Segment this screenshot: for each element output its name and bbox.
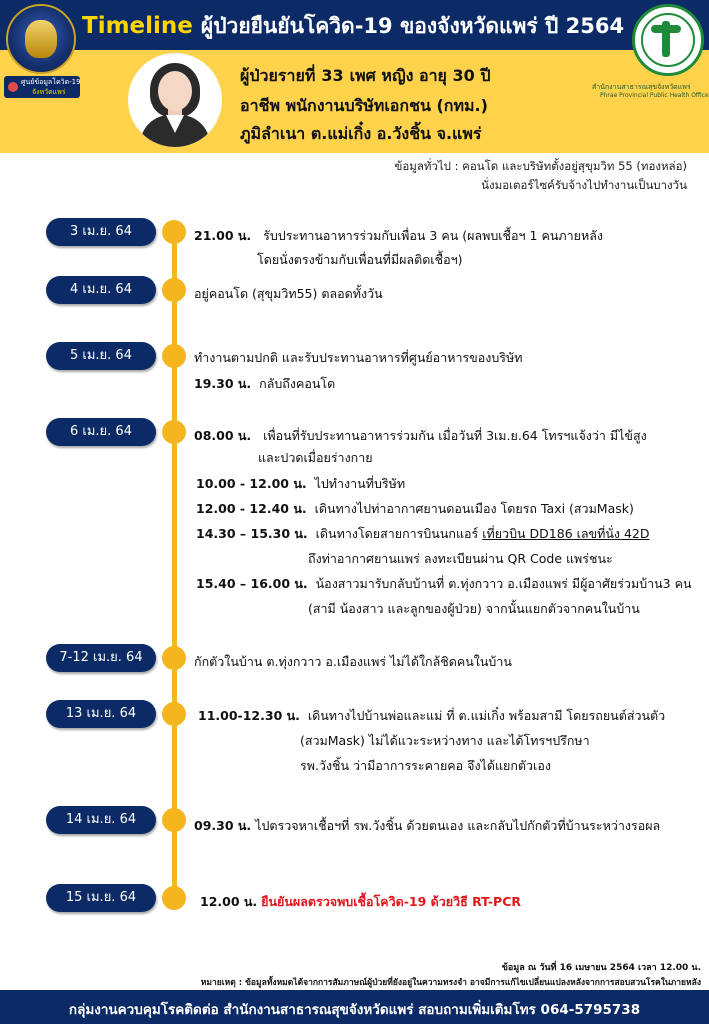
date-pill: 5 เม.ย. 64 (46, 342, 156, 370)
title-text: ผู้ป่วยยืนยันโควิด-19 ของจังหวัดแพร่ ปี 2564 (200, 14, 625, 38)
header-panel (0, 0, 709, 153)
date-pill: 6 เม.ย. 64 (46, 418, 156, 446)
event-line: 09.30 น. ไปตรวจหาเชื้อฯที่ รพ.วังชิ้น ด้วยตนเอง และกลับไปกักตัวที่บ้านระหว่างรอผล (194, 818, 661, 833)
event-line: และปวดเมื่อยร่างกาย (258, 450, 373, 465)
footer-bar (0, 990, 709, 1024)
timeline-axis (172, 230, 177, 898)
moph-caption-th: สำนักงานสาธารณสุขจังหวัดแพร่ (592, 83, 691, 91)
event-line: ทำงานตามปกติ และรับประทานอาหารที่ศูนย์อาหารของบริษัท (194, 350, 523, 365)
flight-info: เที่ยวบิน DD186 เลขที่นั่ง 42D (482, 526, 650, 541)
timeline-dot (162, 220, 186, 244)
center-badge-line2: จังหวัดแพร่ (32, 88, 66, 96)
remark-note: หมายเหตุ : ข้อมูลทั้งหมดได้จากการสัมภาษณ์ผู้ป่วยที่ยังอยู่ในความทรงจำ อาจมีการแก้ไขเปลี่ยนแปลงหลังจากการสอบสวนโรคในภายหลัง (200, 978, 701, 988)
patient-id-line (240, 64, 491, 89)
event-line: รพ.วังชิ้น ว่ามีอาการระคายคอ จึงได้แยกตัวเอง (300, 758, 551, 773)
timeline-dot (162, 702, 186, 726)
event-line: 21.00 น. รับประทานอาหารร่วมกับเพื่อน 3 คน (ผลพบเชื้อฯ 1 คนภายหลัง (194, 228, 603, 243)
date-pill: 7-12 เม.ย. 64 (46, 644, 156, 672)
contact-text: กลุ่มงานควบคุมโรคติดต่อ สำนักงานสาธารณสุขจังหวัดแพร่ สอบถามเพิ่มเติมโทร 064-5795738 (68, 1002, 641, 1018)
date-pill: 14 เม.ย. 64 (46, 806, 156, 834)
timeline-dot (162, 420, 186, 444)
ministry-public-health-logo-icon (632, 4, 704, 76)
event-line: 14.30 – 15.30 น. เดินทางโดยสายการบินนกแอร์ เที่ยวบิน DD186 เลขที่นั่ง 42D (196, 526, 650, 541)
event-line: โดยนั่งตรงข้ามกับเพื่อนที่มีผลติดเชื้อฯ) (257, 252, 463, 267)
event-line: ถึงท่าอากาศยานแพร่ ลงทะเบียนผ่าน QR Code แพร่ชนะ (308, 551, 613, 566)
covid-center-badge (4, 76, 80, 98)
event-line: 11.00-12.30 น. เดินทางไปบ้านพ่อและแม่ ที่ ต.แม่เกิ๋ง พร้อมสามี โดยรถยนต์ส่วนตัว (198, 708, 666, 723)
date-pill: 4 เม.ย. 64 (46, 276, 156, 304)
event-line: (สามี น้องสาว และลูกของผู้ป่วย) จากนั้นแยกตัวจากคนในบ้าน (308, 601, 640, 616)
date-pill: 13 เม.ย. 64 (46, 700, 156, 728)
timeline-dot (162, 278, 186, 302)
event-line: กักตัวในบ้าน ต.ทุ่งกวาว อ.เมืองแพร่ ไม่ได้ใกล้ชิดคนในบ้าน (194, 654, 512, 669)
patient-sex-age: เพศ หญิง อายุ 30 ปี (349, 66, 491, 85)
event-line: อยู่คอนโด (สุขุมวิท55) ตลอดทั้งวัน (194, 286, 383, 301)
date-pill: 3 เม.ย. 64 (46, 218, 156, 246)
provincial-seal-icon (6, 4, 76, 74)
event-line: 10.00 - 12.00 น. ไปทำงานที่บริษัท (196, 476, 406, 491)
event-line: 08.00 น. เพื่อนที่รับประทานอาหารร่วมกัน เมื่อวันที่ 3เม.ย.64 โทรฯแจ้งว่า มีไข้สูง (194, 428, 647, 443)
timeline-dot (162, 808, 186, 832)
patient-occupation: อาชีพ พนักงานบริษัทเอกชน (กทม.) (240, 96, 488, 115)
event-line: (สวมMask) ไม่ได้แวะระหว่างทาง และได้โทรฯปรึกษา (300, 733, 590, 748)
event-line: 15.40 – 16.00 น. น้องสาวมารับกลับบ้านที่ ต.ทุ่งกวาว อ.เมืองแพร่ มีผู้อาศัยร่วมบ้าน3 คน (196, 576, 692, 591)
timeline-dot (162, 344, 186, 368)
patient-hometown: ภูมิลำเนา ต.แม่เกิ๋ง อ.วังชิ้น จ.แพร่ (240, 124, 482, 143)
event-line: 19.30 น. กลับถึงคอนโด (194, 376, 336, 391)
event-line: 12.00 น. ยืนยันผลตรวจพบเชื้อโควิด-19 ด้วยวิธี RT-PCR (200, 894, 522, 909)
timeline-dot (162, 646, 186, 670)
general-info-line2: นั่งมอเตอร์ไซค์รับจ้างไปทำงานเป็นบางวัน (481, 178, 687, 192)
event-line: 12.00 - 12.40 น. เดินทางไปท่าอากาศยานดอนเมือง โดยรถ Taxi (สวมMask) (196, 501, 634, 516)
patient-avatar-icon (128, 53, 222, 147)
date-pill: 15 เม.ย. 64 (46, 884, 156, 912)
center-badge-line1: ศูนย์ข้อมูลโควิด-19 (21, 78, 81, 86)
general-info-line1: ข้อมูลทั่วไป : คอนโด และบริษัทตั้งอยู่สุขุมวิท 55 (ทองหล่อ) (394, 159, 687, 173)
confirmed-result: ยืนยันผลตรวจพบเชื้อโควิด-19 ด้วยวิธี RT-PCR (261, 894, 522, 909)
patient-number: 33 (321, 66, 344, 85)
data-as-of: ข้อมูล ณ วันที่ 16 เมษายน 2564 เวลา 12.00 น. (501, 963, 701, 973)
patient-label: ผู้ป่วยรายที่ (240, 66, 316, 85)
page-title (82, 8, 624, 44)
title-accent: Timeline (82, 13, 193, 39)
timeline-dot (162, 886, 186, 910)
moph-caption-en: Phrae Provincial Public Health Office (600, 92, 709, 99)
